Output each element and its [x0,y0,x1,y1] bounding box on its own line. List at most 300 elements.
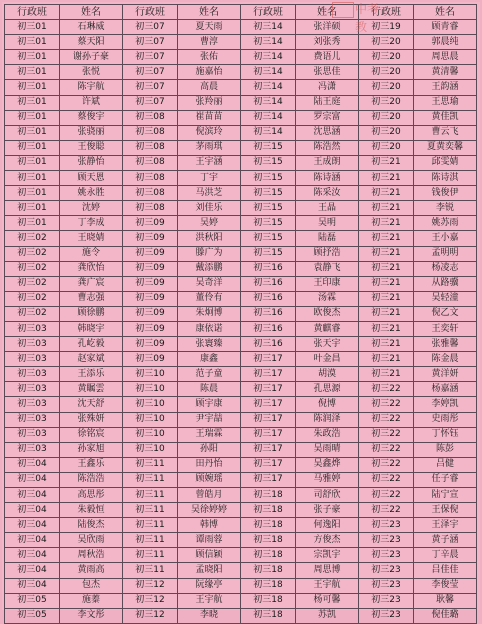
class-cell: 初三16 [241,321,296,336]
class-cell: 初三01 [5,125,60,140]
name-cell: 杨嘉涵 [414,382,477,397]
class-cell: 初三04 [5,563,60,578]
header-name-1: 姓名 [60,5,123,20]
name-cell: 倪滨玲 [178,125,241,140]
name-cell: 施蓁 [60,593,123,608]
name-cell: 吴婷 [178,216,241,231]
table-row [5,472,477,487]
name-cell: 滕广为 [178,246,241,261]
table-row [5,140,477,155]
name-cell: 包杰 [60,578,123,593]
class-cell: 初三11 [123,518,178,533]
name-cell: 胡漠 [296,367,359,382]
class-cell: 初三20 [359,65,414,80]
table-row [5,337,477,352]
class-cell: 初三20 [359,125,414,140]
class-cell: 初三04 [5,518,60,533]
class-cell: 初三08 [123,155,178,170]
class-cell: 初三14 [241,125,296,140]
name-cell: 黄雨高 [60,563,123,578]
name-cell: 张寰臻 [178,337,241,352]
class-cell: 初三07 [123,95,178,110]
class-cell: 初三22 [359,427,414,442]
name-cell: 施令 [60,246,123,261]
name-cell: 郭晨纯 [414,35,477,50]
name-cell: 陈晨 [178,382,241,397]
table-row [5,503,477,518]
name-cell: 康鑫 [178,352,241,367]
name-cell: 吴奇洋 [178,276,241,291]
class-cell: 初三15 [241,186,296,201]
table-row [5,457,477,472]
name-cell: 朱毅恒 [60,503,123,518]
name-cell: 王宇涵 [178,155,241,170]
name-cell: 沈婷 [60,201,123,216]
name-cell: 顾信颖 [178,548,241,563]
name-cell: 丁宇 [178,171,241,186]
class-cell: 初三14 [241,20,296,35]
class-cell: 初三15 [241,201,296,216]
class-cell: 初三08 [123,140,178,155]
name-cell: 顾抒浩 [296,246,359,261]
name-cell: 王小嘉 [414,231,477,246]
name-cell: 陆宁宣 [414,488,477,503]
class-cell: 初三04 [5,503,60,518]
name-cell: 陆磊 [296,231,359,246]
class-cell: 初三07 [123,65,178,80]
class-cell: 初三16 [241,337,296,352]
name-cell: 王奕轩 [414,321,477,336]
name-cell: 陆俊杰 [60,518,123,533]
class-cell: 初三16 [241,291,296,306]
class-cell: 初三15 [241,140,296,155]
class-cell: 初三18 [241,503,296,518]
name-cell: 谢孙子豪 [60,50,123,65]
name-cell: 宗凯宇 [296,548,359,563]
class-cell: 初三14 [241,65,296,80]
name-cell: 王印康 [296,276,359,291]
name-cell: 张洋硕 [296,20,359,35]
table-row [5,291,477,306]
name-cell: 王宇航 [296,578,359,593]
name-cell: 曹淳 [178,35,241,50]
name-cell: 邱雯婧 [414,155,477,170]
name-cell: 李文彤 [60,608,123,623]
class-cell: 初三03 [5,412,60,427]
class-cell: 初三22 [359,457,414,472]
class-cell: 初三11 [123,533,178,548]
name-cell: 蔡俊宇 [60,110,123,125]
class-cell: 初三11 [123,563,178,578]
name-cell: 田丹怡 [178,457,241,472]
class-cell: 初三01 [5,65,60,80]
class-cell: 初三15 [241,246,296,261]
name-cell: 孔思源 [296,382,359,397]
class-cell: 初三20 [359,80,414,95]
class-cell: 初三22 [359,412,414,427]
name-cell: 刘佳乐 [178,201,241,216]
class-cell: 初三14 [241,110,296,125]
class-cell: 初三03 [5,397,60,412]
class-cell: 初三17 [241,442,296,457]
table-row [5,352,477,367]
class-cell: 初三21 [359,246,414,261]
class-cell: 初三22 [359,442,414,457]
class-cell: 初三11 [123,488,178,503]
class-cell: 初三21 [359,337,414,352]
table-row [5,306,477,321]
class-cell: 初三20 [359,110,414,125]
name-cell: 黄瞩雲 [60,382,123,397]
name-cell: 孙阳 [178,442,241,457]
name-cell: 丁怀钰 [414,427,477,442]
table-row [5,563,477,578]
header-name-4: 姓名 [414,5,477,20]
table-row [5,50,477,65]
name-cell: 朱炯博 [178,306,241,321]
class-cell: 初三10 [123,412,178,427]
name-cell: 王添乐 [60,367,123,382]
class-cell: 初三09 [123,291,178,306]
name-cell: 倪乙文 [414,306,477,321]
table-row [5,548,477,563]
class-cell: 初三23 [359,578,414,593]
class-cell: 初三21 [359,352,414,367]
name-cell: 王宇航 [178,593,241,608]
name-cell: 张子豪 [296,503,359,518]
class-cell: 初三17 [241,367,296,382]
name-cell: 阮缘亭 [178,578,241,593]
header-name-2: 姓名 [178,5,241,20]
name-cell: 王韵涵 [414,80,477,95]
name-cell: 蔡天阳 [60,35,123,50]
class-cell: 初三21 [359,155,414,170]
class-cell: 初三12 [123,593,178,608]
class-cell: 初三08 [123,125,178,140]
name-cell: 茅雨琪 [178,140,241,155]
name-cell: 夏黄奕馨 [414,140,477,155]
table-row [5,382,477,397]
name-cell: 司舒欣 [296,488,359,503]
class-cell: 初三23 [359,563,414,578]
name-cell: 吴轻潼 [414,291,477,306]
class-cell: 初三01 [5,186,60,201]
name-cell: 倪博 [296,397,359,412]
class-cell: 初三07 [123,50,178,65]
name-cell: 吕健 [414,457,477,472]
name-cell: 姚永胜 [60,186,123,201]
class-cell: 初三10 [123,367,178,382]
name-cell: 孟晓阳 [178,563,241,578]
class-cell: 初三10 [123,442,178,457]
name-cell: 康依诺 [178,321,241,336]
name-cell: 何逸阳 [296,518,359,533]
class-cell: 初三09 [123,231,178,246]
class-cell: 初三19 [359,20,414,35]
class-cell: 初三18 [241,578,296,593]
class-cell: 初三23 [359,518,414,533]
class-cell: 初三18 [241,608,296,623]
name-cell: 顾婉瑶 [178,472,241,487]
name-cell: 赵家斌 [60,352,123,367]
name-cell: 马雅婷 [296,472,359,487]
name-cell: 欧俊杰 [296,306,359,321]
name-cell: 孔屹毅 [60,337,123,352]
name-cell: 张佑 [178,50,241,65]
name-cell: 韩晓宇 [60,321,123,336]
header-class-1: 行政班 [5,5,60,20]
class-cell: 初三11 [123,457,178,472]
name-cell: 杨凌志 [414,261,477,276]
class-cell: 初三09 [123,352,178,367]
name-cell: 陈浩然 [296,140,359,155]
class-cell: 初三01 [5,140,60,155]
class-cell: 初三11 [123,503,178,518]
table-row [5,518,477,533]
table-row [5,110,477,125]
name-cell: 王保倪 [414,503,477,518]
name-cell: 杨可馨 [296,593,359,608]
header-class-3: 行政班 [241,5,296,20]
name-cell: 吴徐婷婷 [178,503,241,518]
class-cell: 初三21 [359,261,414,276]
name-cell: 许斌 [60,95,123,110]
table-row [5,155,477,170]
name-cell: 钱俊伊 [414,186,477,201]
table-row [5,216,477,231]
name-cell: 韩博 [178,518,241,533]
name-cell: 黄佳凯 [414,110,477,125]
class-cell: 初三22 [359,382,414,397]
class-cell: 初三07 [123,20,178,35]
class-cell: 初三03 [5,367,60,382]
name-cell: 吴欣雨 [60,533,123,548]
class-cell: 初三23 [359,593,414,608]
name-cell: 施嘉怡 [178,65,241,80]
class-cell: 初三21 [359,276,414,291]
class-cell: 初三17 [241,397,296,412]
table-row [5,321,477,336]
name-cell: 方俊杰 [296,533,359,548]
class-cell: 初三01 [5,201,60,216]
name-cell: 叶金昌 [296,352,359,367]
table-row [5,427,477,442]
name-cell: 倪佳璐 [414,608,477,623]
table-row [5,412,477,427]
name-cell: 沈思涵 [296,125,359,140]
class-cell: 初三05 [5,608,60,623]
class-cell: 初三01 [5,171,60,186]
class-cell: 初三17 [241,382,296,397]
class-cell: 初三07 [123,80,178,95]
class-cell: 初三15 [241,171,296,186]
class-cell: 初三21 [359,171,414,186]
class-cell: 初三20 [359,95,414,110]
table-row [5,65,477,80]
class-cell: 初三15 [241,216,296,231]
roster-table [4,4,477,624]
name-cell: 马洪芝 [178,186,241,201]
class-cell: 初三03 [5,337,60,352]
name-cell: 吕佳佳 [414,563,477,578]
name-cell: 陆王庭 [296,95,359,110]
class-cell: 初三07 [123,35,178,50]
table-row [5,608,477,623]
table-row [5,80,477,95]
class-cell: 初三12 [123,578,178,593]
class-cell: 初三09 [123,321,178,336]
table-row [5,397,477,412]
class-cell: 初三21 [359,306,414,321]
name-cell: 顾天恩 [60,171,123,186]
class-cell: 初三12 [123,608,178,623]
table-row [5,186,477,201]
class-cell: 初三10 [123,397,178,412]
class-cell: 初三04 [5,457,60,472]
name-cell: 戴添鹏 [178,261,241,276]
name-cell: 顾青睿 [414,20,477,35]
name-cell: 谭雨蓉 [178,533,241,548]
name-cell: 范子童 [178,367,241,382]
name-cell: 陈采汝 [296,186,359,201]
table-row [5,488,477,503]
class-cell: 初三14 [241,35,296,50]
name-cell: 孙家旭 [60,442,123,457]
table-row [5,246,477,261]
name-cell: 周思博 [296,563,359,578]
name-cell: 李俊莹 [414,578,477,593]
name-cell: 黄麒睿 [296,321,359,336]
name-cell: 石琳威 [60,20,123,35]
name-cell: 苏凯 [296,608,359,623]
class-cell: 初三01 [5,95,60,110]
name-cell: 袁静飞 [296,261,359,276]
class-cell: 初三21 [359,216,414,231]
name-cell: 李晓 [178,608,241,623]
class-cell: 初三08 [123,201,178,216]
class-cell: 初三16 [241,306,296,321]
class-cell: 初三22 [359,503,414,518]
name-cell: 王瑞霖 [178,427,241,442]
name-cell: 朱政浩 [296,427,359,442]
class-cell: 初三18 [241,488,296,503]
table-row [5,201,477,216]
class-cell: 初三15 [241,155,296,170]
class-cell: 初三10 [123,427,178,442]
name-cell: 张殊妍 [60,412,123,427]
name-cell: 陈润泽 [296,412,359,427]
name-cell: 罗宗富 [296,110,359,125]
class-cell: 初三21 [359,186,414,201]
class-cell: 初三14 [241,95,296,110]
name-cell: 耿馨 [414,593,477,608]
class-cell: 初三22 [359,397,414,412]
class-cell: 初三02 [5,246,60,261]
header-row [5,5,477,20]
class-cell: 初三09 [123,306,178,321]
class-cell: 初三17 [241,427,296,442]
name-cell: 吴明 [296,216,359,231]
name-cell: 汤霖 [296,291,359,306]
class-cell: 初三21 [359,291,414,306]
header-class-4: 行政班 [359,5,414,20]
name-cell: 张天宇 [296,337,359,352]
name-cell: 黄清馨 [414,65,477,80]
class-cell: 初三02 [5,291,60,306]
class-cell: 初三04 [5,472,60,487]
name-cell: 高思彤 [60,488,123,503]
name-cell: 周秋浩 [60,548,123,563]
header-class-2: 行政班 [123,5,178,20]
name-cell: 陈浩浩 [60,472,123,487]
name-cell: 王思瑜 [414,95,477,110]
table-row [5,367,477,382]
class-cell: 初三20 [359,50,414,65]
name-cell: 徐铭宸 [60,427,123,442]
name-cell: 费语儿 [296,50,359,65]
name-cell: 龚欣怡 [60,261,123,276]
class-cell: 初三22 [359,472,414,487]
class-cell: 初三01 [5,110,60,125]
name-cell: 从路骥 [414,276,477,291]
class-cell: 初三08 [123,171,178,186]
class-cell: 初三09 [123,261,178,276]
name-cell: 李婷凯 [414,397,477,412]
class-cell: 初三09 [123,216,178,231]
name-cell: 曾皓月 [178,488,241,503]
class-cell: 初三02 [5,276,60,291]
class-cell: 初三08 [123,110,178,125]
name-cell: 陈诗涵 [296,171,359,186]
name-cell: 冯潇 [296,80,359,95]
class-cell: 初三11 [123,472,178,487]
class-cell: 初三09 [123,246,178,261]
class-cell: 初三05 [5,593,60,608]
name-cell: 王俊聪 [60,140,123,155]
class-cell: 初三11 [123,548,178,563]
class-cell: 初三09 [123,276,178,291]
header-name-3: 姓名 [296,5,359,20]
class-cell: 初三04 [5,548,60,563]
class-cell: 初三03 [5,442,60,457]
class-cell: 初三20 [359,35,414,50]
name-cell: 黄子涵 [414,533,477,548]
name-cell: 张羚丽 [178,95,241,110]
name-cell: 张悦 [60,65,123,80]
class-cell: 初三16 [241,276,296,291]
name-cell: 顾徐鹏 [60,306,123,321]
class-cell: 初三01 [5,216,60,231]
name-cell: 夏天雨 [178,20,241,35]
name-cell: 高晨 [178,80,241,95]
name-cell: 顾宇康 [178,397,241,412]
name-cell: 张思佳 [296,65,359,80]
table-row [5,231,477,246]
table-row [5,593,477,608]
name-cell: 李锐 [414,201,477,216]
table-row [5,276,477,291]
name-cell: 张骁丽 [60,125,123,140]
name-cell: 孟明明 [414,246,477,261]
table-row [5,20,477,35]
name-cell: 王泽宇 [414,518,477,533]
class-cell: 初三03 [5,382,60,397]
class-cell: 初三08 [123,186,178,201]
name-cell: 陈宇航 [60,80,123,95]
name-cell: 丁辛晨 [414,548,477,563]
table-row [5,442,477,457]
class-cell: 初三18 [241,518,296,533]
